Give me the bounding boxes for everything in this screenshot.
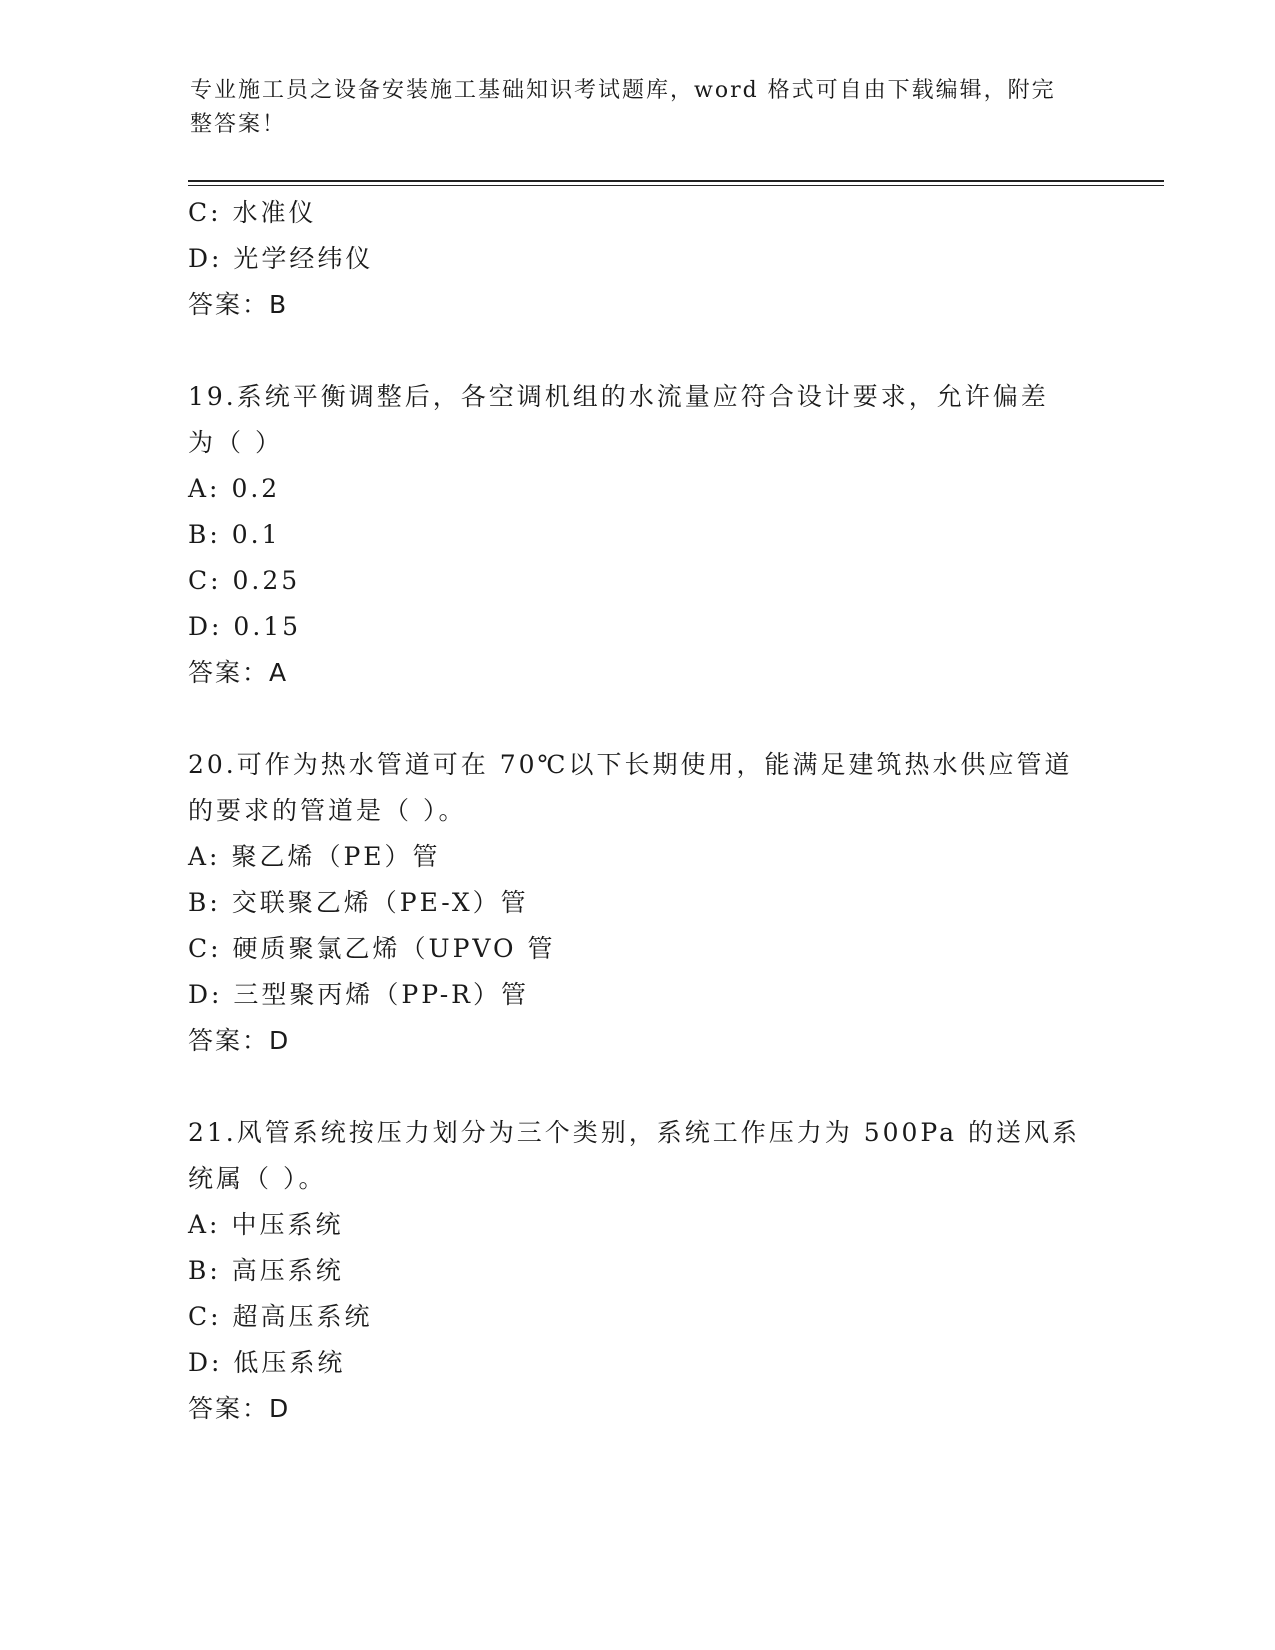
question-text-line-2: 为（ ）: [188, 428, 283, 457]
option-text: 0.2: [231, 474, 281, 503]
option-c: [188, 558, 1088, 604]
header-line-1: 专业施工员之设备安装施工基础知识考试题库，word 格式可自由下载编辑，附完: [190, 78, 1056, 103]
option-key: D:: [188, 244, 223, 273]
option-text: 0.1: [231, 520, 281, 549]
option-text: 交联聚乙烯（PE-X）管: [231, 888, 529, 917]
option-key: C:: [188, 198, 222, 227]
answer-label: 答案：: [188, 1026, 270, 1055]
answer-line: [188, 282, 1088, 328]
spacer: [188, 696, 1088, 742]
option-text: 低压系统: [233, 1348, 346, 1377]
option-text: 水准仪: [232, 198, 317, 227]
option-c: [188, 1294, 1088, 1340]
question-19: [188, 374, 1088, 696]
header-rule-thin: [188, 185, 1164, 186]
answer-line: [188, 1386, 1088, 1432]
option-text: 硬质聚氯乙烯（UPVO 管: [232, 934, 556, 963]
option-c: [188, 190, 1088, 236]
answer-value: D: [269, 1026, 291, 1055]
answer-label: 答案：: [188, 658, 270, 687]
answer-value: B: [269, 290, 289, 319]
option-text: 光学经纬仪: [233, 244, 374, 273]
option-text: 高压系统: [231, 1256, 344, 1285]
option-text: 0.25: [232, 566, 301, 595]
question-18-tail: [188, 190, 1088, 328]
option-d: [188, 236, 1088, 282]
option-text: 超高压系统: [232, 1302, 373, 1331]
option-key: A:: [188, 842, 221, 871]
question-text-line-1: 19.系统平衡调整后，各空调机组的水流量应符合设计要求，允许偏差: [188, 382, 1049, 411]
header-rule-thick: [188, 180, 1164, 182]
question-21: [188, 1110, 1088, 1432]
answer-line: [188, 1018, 1088, 1064]
answer-line: [188, 650, 1088, 696]
spacer: [188, 1064, 1088, 1110]
option-b: [188, 512, 1088, 558]
answer-value: A: [269, 658, 289, 687]
option-d: [188, 972, 1088, 1018]
option-key: D:: [188, 1348, 223, 1377]
header-line-2: 整答案！: [190, 112, 287, 137]
option-d: [188, 604, 1088, 650]
option-a: [188, 466, 1088, 512]
answer-label: 答案：: [188, 1394, 270, 1423]
question-list: [188, 190, 1088, 1432]
option-key: C:: [188, 1302, 222, 1331]
option-text: 0.15: [233, 612, 302, 641]
option-key: B:: [188, 888, 221, 917]
option-key: B:: [188, 1256, 221, 1285]
option-a: [188, 834, 1088, 880]
option-c: [188, 926, 1088, 972]
question-text-line-1: 21.风管系统按压力划分为三个类别，系统工作压力为 500Pa 的送风系: [188, 1118, 1080, 1147]
option-key: A:: [188, 474, 221, 503]
option-b: [188, 880, 1088, 926]
spacer: [188, 328, 1088, 374]
question-text-line-1: 20.可作为热水管道可在 70℃以下长期使用，能满足建筑热水供应管道: [188, 750, 1073, 779]
question-text-line-2: 统属（ ）。: [188, 1164, 327, 1193]
option-d: [188, 1340, 1088, 1386]
option-text: 中压系统: [231, 1210, 344, 1239]
option-key: A:: [188, 1210, 221, 1239]
question-text-line-2: 的要求的管道是（ ）。: [188, 796, 467, 825]
option-key: D:: [188, 612, 223, 641]
option-text: 三型聚丙烯（PP-R）管: [233, 980, 529, 1009]
option-text: 聚乙烯（PE）管: [231, 842, 441, 871]
answer-value: D: [269, 1394, 291, 1423]
answer-label: 答案：: [188, 290, 270, 319]
option-key: C:: [188, 934, 222, 963]
option-key: D:: [188, 980, 223, 1009]
document-header: [190, 74, 1090, 142]
question-20: [188, 742, 1088, 1064]
option-key: B:: [188, 520, 221, 549]
option-a: [188, 1202, 1088, 1248]
option-key: C:: [188, 566, 222, 595]
option-b: [188, 1248, 1088, 1294]
